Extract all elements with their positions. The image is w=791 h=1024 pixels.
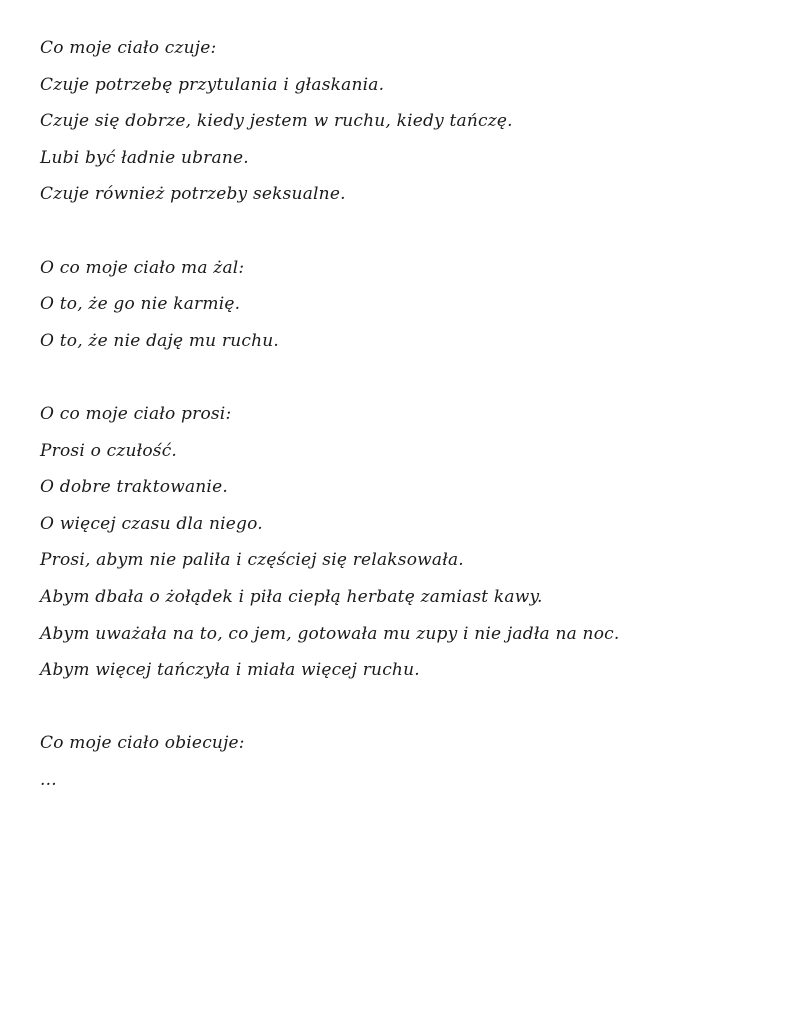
paragraph-gap xyxy=(40,359,780,396)
text-line: Abym uważała na to, co jem, gotowała mu zupy i nie jadła na noc. xyxy=(40,623,620,644)
section-heading-asks: O co moje ciało prosi: xyxy=(40,403,232,424)
text-line: Czuje również potrzeby seksualne. xyxy=(40,184,346,205)
text-line: Abym więcej tańczyła i miała więcej ruchu. xyxy=(40,660,420,681)
section-heading-promises: Co moje ciało obiecuje: xyxy=(40,733,245,754)
text-line: Lubi być ładnie ubrane. xyxy=(40,147,249,168)
text-line: O więcej czasu dla niego. xyxy=(40,513,263,534)
text-line: Czuje potrzebę przytulania i głaskania. xyxy=(40,74,385,95)
text-line: Prosi o czułość. xyxy=(40,440,178,461)
text-line: Prosi, abym nie paliła i częściej się relaksowała. xyxy=(40,550,464,571)
section-heading-feels: Co moje ciało czuje: xyxy=(40,38,217,58)
paragraph-gap xyxy=(40,689,780,726)
text-line: ... xyxy=(40,769,57,790)
handwritten-text xyxy=(40,30,780,798)
text-line: Czuje się dobrze, kiedy jestem w ruchu, kiedy tańczę. xyxy=(40,111,513,132)
text-line: O to, że nie daję mu ruchu. xyxy=(40,330,280,351)
section-heading-grievance: O co moje ciało ma żal: xyxy=(40,257,245,278)
text-line: O to, że go nie karmię. xyxy=(40,294,241,315)
text-line: O dobre traktowanie. xyxy=(40,477,228,498)
text-line: Abym dbała o żołądek i piła ciepłą herbatę zamiast kawy. xyxy=(40,586,543,607)
paragraph-gap xyxy=(40,213,780,250)
